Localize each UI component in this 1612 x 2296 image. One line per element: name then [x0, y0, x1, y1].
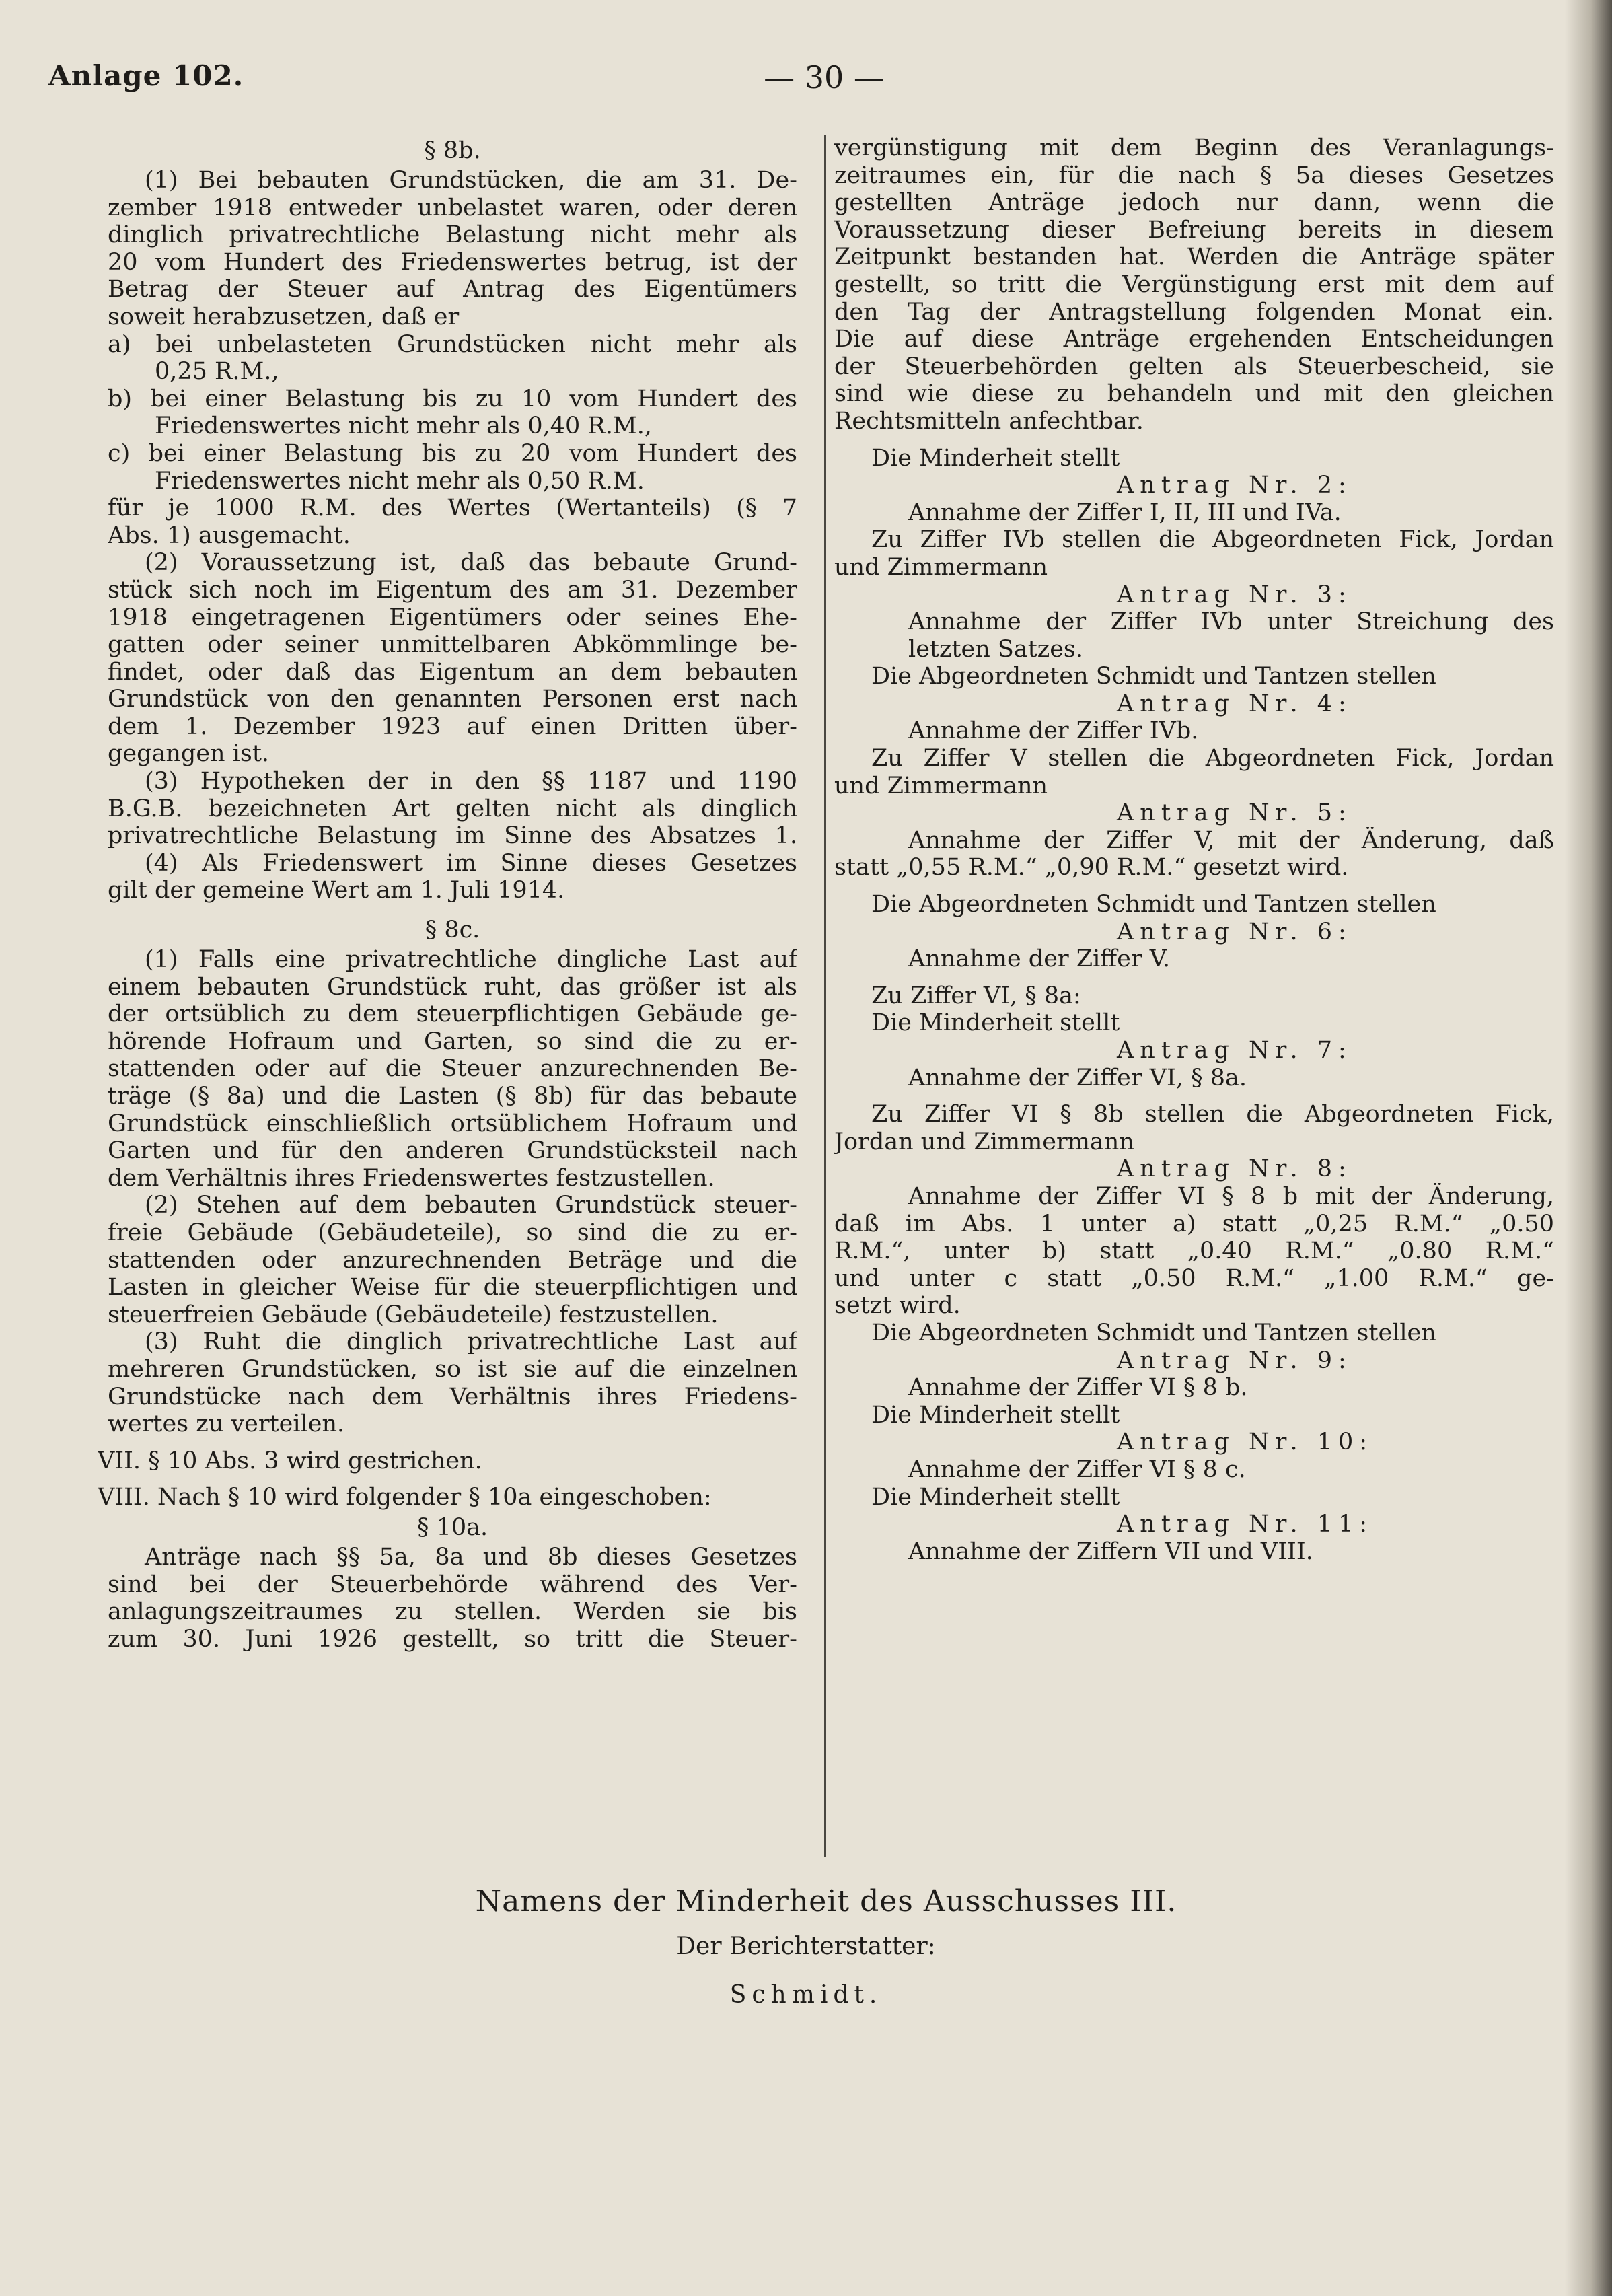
text-line: Garten und für den anderen Grundstücksteil nach [108, 1137, 797, 1165]
text-line: Annahme der Ziffer VI, § 8a. [908, 1064, 1247, 1091]
text-line: letzten Satzes. [908, 635, 1084, 663]
text-line: sind bei der Steuerbehörde während des Ver- [108, 1571, 797, 1598]
text-line: B.G.B. bezeichneten Art gelten nicht als dinglich [108, 795, 797, 822]
text-line: stattenden oder anzurechnenden Beträge und die [108, 1246, 797, 1274]
text-line: Rechtsmitteln anfechtbar. [834, 407, 1144, 435]
text-line: und Zimmermann [834, 553, 1048, 581]
section-heading: § 8b. [424, 137, 481, 164]
motion-heading: Antrag Nr. 6: [1117, 918, 1352, 945]
text-line: R.M.“, unter b) statt „0.40 R.M.“ „0.80 R.M.“ [834, 1237, 1554, 1265]
text-line: den Tag der Antragstellung folgenden Monat ein. [834, 298, 1554, 326]
column-divider [824, 135, 826, 1857]
text-line: VII. § 10 Abs. 3 wird gestrichen. [98, 1447, 482, 1474]
text-line: Grundstücke nach dem Verhältnis ihres Friedens- [108, 1383, 797, 1410]
page-number: — 30 — [764, 59, 885, 96]
text-line: träge (§ 8a) und die Lasten (§ 8b) für das bebaute [108, 1083, 797, 1110]
text-line: Anträge nach §§ 5a, 8a und 8b dieses Gesetzes [145, 1543, 797, 1571]
text-line: Friedenswertes nicht mehr als 0,50 R.M. [155, 467, 645, 495]
text-line: zum 30. Juni 1926 gestellt, so tritt die Steuer- [108, 1625, 797, 1653]
text-line: Zu Ziffer VI § 8b stellen die Abgeordneten Fick, [871, 1101, 1554, 1128]
signature-name: Schmidt. [729, 1981, 883, 2009]
spacer [834, 973, 1554, 982]
text-line: steuerfreien Gebäude (Gebäudeteile) festzustellen. [108, 1301, 719, 1328]
text-line: Die auf diese Anträge ergehenden Entscheidungen [834, 326, 1554, 353]
spacer [108, 904, 797, 914]
text-line: Jordan und Zimmermann [834, 1128, 1134, 1155]
text-line: Annahme der Ziffer I, II, III und IVa. [908, 499, 1342, 526]
text-line: hörende Hofraum und Garten, so sind die zu er- [108, 1028, 797, 1055]
text-line: für je 1000 R.M. des Wertes (Wertanteils) (§ 7 [108, 495, 797, 522]
spacer [834, 882, 1554, 891]
text-line: Die Abgeordneten Schmidt und Tantzen stellen [871, 891, 1436, 919]
text-line: sind wie diese zu behandeln und mit den gleichen [834, 380, 1554, 408]
text-line: Lasten in gleicher Weise für die steuerpflichtigen und [108, 1274, 797, 1301]
text-line: Zu Ziffer IVb stellen die Abgeordneten Fick, Jordan [871, 526, 1554, 554]
spacer [834, 435, 1554, 445]
text-line: mehreren Grundstücken, so ist sie auf die einzelnen [108, 1355, 797, 1383]
section-heading: § 8c. [425, 917, 480, 944]
text-line: Annahme der Ziffer IVb. [908, 717, 1199, 745]
motion-heading: Antrag Nr. 3: [1117, 581, 1352, 608]
text-line: Annahme der Ziffer V, mit der Änderung, daß [908, 826, 1554, 854]
text-line: gegangen ist. [108, 740, 270, 768]
text-line: Voraussetzung dieser Befreiung bereits in diesem [834, 216, 1554, 244]
text-line: Die Abgeordneten Schmidt und Tantzen stellen [871, 663, 1436, 690]
text-line: und unter c statt „0.50 R.M.“ „1.00 R.M.“ ge- [834, 1264, 1554, 1292]
text-line: der ortsüblich zu dem steuerpflichtigen Gebäude ge- [108, 1001, 797, 1028]
text-line: (1) Bei bebauten Grundstücken, die am 31. De- [145, 167, 797, 194]
text-line: setzt wird. [834, 1292, 961, 1320]
text-line: Annahme der Ziffer VI § 8 b. [908, 1374, 1248, 1402]
text-line: gatten oder seiner unmittelbaren Abkömmlinge be- [108, 631, 797, 659]
text-line: wertes zu verteilen. [108, 1410, 345, 1438]
text-line: dem 1. Dezember 1923 auf einen Dritten über- [108, 713, 797, 740]
text-line: 20 vom Hundert des Friedenswertes betrug, ist der [108, 248, 797, 276]
text-line: Die Minderheit stellt [871, 444, 1120, 472]
text-line: gestellten Anträge jedoch nur dann, wenn die [834, 189, 1554, 217]
text-line: (3) Hypotheken der in den §§ 1187 und 1190 [145, 768, 797, 795]
text-line: Annahme der Ziffer VI § 8 c. [908, 1456, 1246, 1483]
text-line: (4) Als Friedenswert im Sinne dieses Gesetzes [145, 849, 797, 877]
text-line: statt „0,55 R.M.“ „0,90 R.M.“ gesetzt wird. [834, 854, 1349, 882]
text-line: zember 1918 entweder unbelastet waren, oder deren [108, 194, 797, 221]
motion-heading: Antrag Nr. 2: [1117, 472, 1352, 499]
motion-heading: Antrag Nr. 8: [1117, 1155, 1352, 1183]
text-line: freie Gebäude (Gebäudeteile), so sind die zu er- [108, 1219, 797, 1246]
text-line: daß im Abs. 1 unter a) statt „0,25 R.M.“ „0.50 [834, 1210, 1554, 1237]
section-heading: § 10a. [416, 1513, 488, 1541]
text-line: Grundstück von den genannten Personen erst nach [108, 686, 797, 713]
text-line: Zu Ziffer VI, § 8a: [871, 982, 1081, 1009]
text-line: anlagungszeitraumes zu stellen. Werden sie bis [108, 1598, 797, 1626]
text-line: (2) Stehen auf dem bebauten Grundstück steuer- [145, 1192, 797, 1219]
text-line: Zeitpunkt bestanden hat. Werden die Anträge später [834, 244, 1554, 271]
text-line: gilt der gemeine Wert am 1. Juli 1914. [108, 877, 565, 904]
text-line: Annahme der Ziffer VI § 8 b mit der Änderung, [908, 1182, 1554, 1210]
text-line: Abs. 1) ausgemacht. [108, 522, 351, 549]
text-line: Annahme der Ziffer IVb unter Streichung des [908, 608, 1554, 636]
text-line: Zu Ziffer V stellen die Abgeordneten Fick, Jordan [871, 745, 1554, 773]
text-line: dem Verhältnis ihres Friedenswertes festzustellen. [108, 1164, 715, 1192]
right-text-column [834, 135, 1554, 1565]
spacer [108, 1438, 797, 1447]
text-line: der Steuerbehörden gelten als Steuerbescheid, sie [834, 353, 1554, 380]
text-line: Die Minderheit stellt [871, 1483, 1120, 1511]
motion-heading: Antrag Nr. 4: [1117, 690, 1352, 717]
text-line: findet, oder daß das Eigentum an dem bebauten [108, 658, 797, 686]
motion-heading: Antrag Nr. 11: [1117, 1511, 1374, 1538]
text-line: Annahme der Ziffern VII und VIII. [908, 1538, 1313, 1565]
text-line: c) bei einer Belastung bis zu 20 vom Hundert des [108, 439, 797, 467]
text-line: Die Abgeordneten Schmidt und Tantzen stellen [871, 1319, 1436, 1347]
signature-committee: Namens der Minderheit des Ausschusses III. [475, 1884, 1177, 1918]
text-line: soweit herabzusetzen, daß er [108, 303, 460, 330]
text-line: Betrag der Steuer auf Antrag des Eigentümers [108, 276, 797, 303]
text-line: a) bei unbelasteten Grundstücken nicht mehr als [108, 330, 797, 358]
page-header [0, 59, 1612, 106]
text-line: b) bei einer Belastung bis zu 10 vom Hundert des [108, 385, 797, 412]
appendix-label: Anlage 102. [48, 59, 244, 92]
text-line: vergünstigung mit dem Beginn des Veranlagungs- [834, 135, 1554, 162]
text-line: Die Minderheit stellt [871, 1401, 1120, 1429]
text-line: Friedenswertes nicht mehr als 0,40 R.M., [155, 412, 652, 440]
text-line: stattenden oder auf die Steuer anzurechnenden Be- [108, 1055, 797, 1083]
spacer [834, 1091, 1554, 1101]
text-line: Grundstück einschließlich ortsüblichem Hofraum und [108, 1110, 797, 1137]
text-line: einem bebauten Grundstück ruht, das größer ist als [108, 973, 797, 1001]
text-line: dinglich privatrechtliche Belastung nicht mehr als [108, 221, 797, 249]
motion-heading: Antrag Nr. 7: [1117, 1037, 1352, 1064]
text-line: 1918 eingetragenen Eigentümers oder seines Ehe- [108, 604, 797, 631]
text-line: stück sich noch im Eigentum des am 31. Dezember [108, 576, 797, 604]
text-line: (2) Voraussetzung ist, daß das bebaute Grund- [145, 549, 797, 577]
text-line: (1) Falls eine privatrechtliche dingliche Last auf [145, 946, 797, 974]
motion-heading: Antrag Nr. 5: [1117, 799, 1352, 827]
spacer [108, 1474, 797, 1484]
text-line: gestellt, so tritt die Vergünstigung erst mit dem auf [834, 271, 1554, 298]
text-line: 0,25 R.M., [155, 358, 279, 386]
motion-heading: Antrag Nr. 10: [1117, 1429, 1374, 1456]
text-line: Die Minderheit stellt [871, 1009, 1120, 1037]
text-line: zeitraumes ein, für die nach § 5a dieses Gesetzes [834, 162, 1554, 189]
text-line: VIII. Nach § 10 wird folgender § 10a eingeschoben: [98, 1484, 712, 1511]
left-text-column [98, 135, 797, 1653]
text-line: (3) Ruht die dinglich privatrechtliche Last auf [145, 1328, 797, 1356]
text-line: Annahme der Ziffer V. [908, 945, 1170, 973]
signature-role: Der Berichterstatter: [676, 1933, 936, 1960]
text-line: privatrechtliche Belastung im Sinne des Absatzes 1. [108, 822, 797, 850]
text-line: und Zimmermann [834, 772, 1048, 799]
motion-heading: Antrag Nr. 9: [1117, 1347, 1352, 1374]
